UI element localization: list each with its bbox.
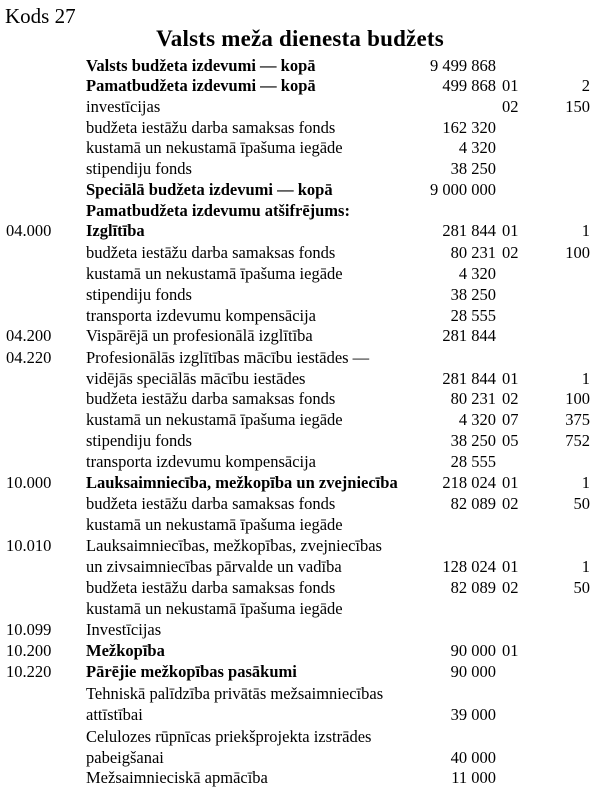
table-row bbox=[0, 220, 600, 241]
row-label: stipendiju fonds bbox=[86, 431, 192, 450]
row-label: budžeta iestāžu darba samaksas fonds bbox=[86, 578, 336, 597]
row-amount: 28 555 bbox=[450, 452, 496, 471]
row-label: transporta izdevumu kompensācija bbox=[86, 306, 317, 325]
table-row bbox=[0, 451, 600, 472]
table-row bbox=[0, 179, 600, 200]
row-label: budžeta iestāžu darba samaksas fonds bbox=[86, 389, 336, 408]
row-label: budžeta iestāžu darba samaksas fonds bbox=[86, 494, 336, 513]
table-row bbox=[0, 158, 600, 179]
row-code-col1: 01 bbox=[502, 641, 519, 660]
table-row bbox=[0, 55, 600, 76]
row-amount: 39 000 bbox=[450, 705, 496, 724]
page-title: Valsts meža dienesta budžets bbox=[156, 26, 444, 51]
row-code: 10.099 bbox=[6, 620, 52, 639]
row-amount: 9 000 000 bbox=[430, 180, 496, 199]
row-amount: 4 320 bbox=[458, 410, 496, 429]
row-label: kustamā un nekustamā īpašuma iegāde bbox=[86, 138, 343, 157]
row-label: Tehniskā palīdzība privātās mežsaimniecības bbox=[86, 684, 384, 703]
row-code-col2: 1 bbox=[581, 557, 590, 576]
row-amount: 4 320 bbox=[458, 264, 496, 283]
row-code-col1: 02 bbox=[502, 494, 519, 513]
row-amount: 11 000 bbox=[451, 768, 496, 787]
table-row bbox=[0, 598, 600, 619]
table-row bbox=[0, 430, 600, 451]
table-row bbox=[0, 75, 600, 96]
row-label: Pārējie mežkopības pasākumi bbox=[86, 662, 297, 681]
row-amount: 281 844 bbox=[442, 326, 496, 345]
table-row bbox=[0, 242, 600, 263]
row-code-col2: 1 bbox=[581, 369, 590, 388]
row-code: 04.200 bbox=[6, 326, 52, 345]
row-code-col2: 100 bbox=[565, 389, 590, 408]
table-row bbox=[0, 726, 600, 747]
row-code-col2: 375 bbox=[565, 410, 590, 429]
row-amount: 218 024 bbox=[442, 473, 496, 492]
table-row bbox=[0, 556, 600, 577]
row-label: budžeta iestāžu darba samaksas fonds bbox=[86, 243, 336, 262]
row-label: investīcijas bbox=[86, 97, 161, 116]
row-amount: 38 250 bbox=[450, 285, 496, 304]
row-code-col1: 05 bbox=[502, 431, 519, 450]
row-code-col2: 150 bbox=[565, 97, 590, 116]
row-label: Speciālā budžeta izdevumi — kopā bbox=[86, 180, 333, 199]
table-row bbox=[0, 388, 600, 409]
row-label: pabeigšanai bbox=[86, 748, 164, 767]
row-code-col1: 01 bbox=[502, 76, 519, 95]
row-label: kustamā un nekustamā īpašuma iegāde bbox=[86, 264, 343, 283]
row-label: Lauksaimniecība, mežkopība un zvejniecība bbox=[86, 473, 398, 492]
table-row bbox=[0, 747, 600, 768]
row-code-col1: 01 bbox=[502, 369, 519, 388]
table-row bbox=[0, 640, 600, 661]
table-row bbox=[0, 514, 600, 535]
row-code-col2: 1 bbox=[581, 473, 590, 492]
table-row bbox=[0, 305, 600, 326]
table-row bbox=[0, 683, 600, 704]
row-code-col2: 50 bbox=[573, 578, 590, 597]
row-label: Mežkopība bbox=[86, 641, 165, 660]
table-row bbox=[0, 137, 600, 158]
row-code-col2: 2 bbox=[581, 76, 590, 95]
row-label: Lauksaimniecības, mežkopības, zvejniecības bbox=[86, 536, 382, 555]
table-row bbox=[0, 704, 600, 725]
row-amount: 281 844 bbox=[442, 369, 496, 388]
table-row bbox=[0, 493, 600, 514]
table-row bbox=[0, 96, 600, 117]
row-label: Pamatbudžeta izdevumu atšifrējums: bbox=[86, 201, 350, 220]
table-row bbox=[0, 619, 600, 640]
row-label: Mežsaimnieciskā apmācība bbox=[86, 768, 268, 787]
row-code-col1: 02 bbox=[502, 578, 519, 597]
row-code: 10.220 bbox=[6, 662, 52, 681]
row-label: budžeta iestāžu darba samaksas fonds bbox=[86, 118, 336, 137]
row-label: stipendiju fonds bbox=[86, 285, 192, 304]
table-row bbox=[0, 200, 600, 221]
table-row bbox=[0, 535, 600, 556]
table-row bbox=[0, 347, 600, 368]
row-label: kustamā un nekustamā īpašuma iegāde bbox=[86, 410, 343, 429]
row-code: 10.000 bbox=[6, 473, 52, 492]
document-code: Kods 27 bbox=[5, 4, 76, 28]
row-amount: 82 089 bbox=[450, 578, 496, 597]
row-label: Pamatbudžeta izdevumi — kopā bbox=[86, 76, 316, 95]
table-row bbox=[0, 263, 600, 284]
row-label: Profesionālās izglītības mācību iestādes — bbox=[86, 348, 370, 367]
row-label: un zivsaimniecības pārvalde un vadība bbox=[86, 557, 342, 576]
row-code: 10.010 bbox=[6, 536, 52, 555]
row-code-col2: 1 bbox=[581, 221, 590, 240]
row-code-col1: 01 bbox=[502, 221, 519, 240]
row-amount: 90 000 bbox=[450, 662, 496, 681]
table-row bbox=[0, 284, 600, 305]
row-amount: 162 320 bbox=[442, 118, 496, 137]
row-code-col1: 02 bbox=[502, 97, 519, 116]
row-amount: 38 250 bbox=[450, 159, 496, 178]
table-row bbox=[0, 767, 600, 788]
row-code-col1: 01 bbox=[502, 473, 519, 492]
row-label: transporta izdevumu kompensācija bbox=[86, 452, 317, 471]
row-amount: 80 231 bbox=[450, 389, 496, 408]
row-amount: 38 250 bbox=[450, 431, 496, 450]
row-code: 10.200 bbox=[6, 641, 52, 660]
row-code-col1: 01 bbox=[502, 557, 519, 576]
row-amount: 80 231 bbox=[450, 243, 496, 262]
table-row bbox=[0, 409, 600, 430]
row-code: 04.000 bbox=[6, 221, 52, 240]
row-label: attīstībai bbox=[86, 705, 143, 724]
row-label: Celulozes rūpnīcas priekšprojekta izstrādes bbox=[86, 727, 372, 746]
row-label: stipendiju fonds bbox=[86, 159, 192, 178]
table-row bbox=[0, 368, 600, 389]
row-amount: 28 555 bbox=[450, 306, 496, 325]
row-code-col2: 752 bbox=[565, 431, 590, 450]
row-label: kustamā un nekustamā īpašuma iegāde bbox=[86, 515, 343, 534]
row-amount: 499 868 bbox=[442, 76, 496, 95]
row-code-col1: 07 bbox=[502, 410, 519, 429]
row-amount: 40 000 bbox=[450, 748, 496, 767]
row-label: kustamā un nekustamā īpašuma iegāde bbox=[86, 599, 343, 618]
table-row bbox=[0, 661, 600, 682]
row-label: Vispārējā un profesionālā izglītība bbox=[86, 326, 313, 345]
row-amount: 90 000 bbox=[450, 641, 496, 660]
row-code-col1: 02 bbox=[502, 389, 519, 408]
table-row bbox=[0, 325, 600, 346]
row-amount: 281 844 bbox=[442, 221, 496, 240]
row-amount: 82 089 bbox=[450, 494, 496, 513]
row-label: Valsts budžeta izdevumi — kopā bbox=[86, 56, 316, 75]
row-amount: 4 320 bbox=[458, 138, 496, 157]
row-code-col2: 50 bbox=[573, 494, 590, 513]
row-amount: 9 499 868 bbox=[430, 56, 496, 75]
row-code-col1: 02 bbox=[502, 243, 519, 262]
table-row bbox=[0, 472, 600, 493]
row-code: 04.220 bbox=[6, 348, 52, 367]
table-row bbox=[0, 577, 600, 598]
row-amount: 128 024 bbox=[442, 557, 496, 576]
table-row bbox=[0, 117, 600, 138]
row-label: vidējās speciālās mācību iestādes bbox=[86, 369, 306, 388]
row-label: Investīcijas bbox=[86, 620, 162, 639]
row-code-col2: 100 bbox=[565, 243, 590, 262]
row-label: Izglītība bbox=[86, 221, 145, 240]
